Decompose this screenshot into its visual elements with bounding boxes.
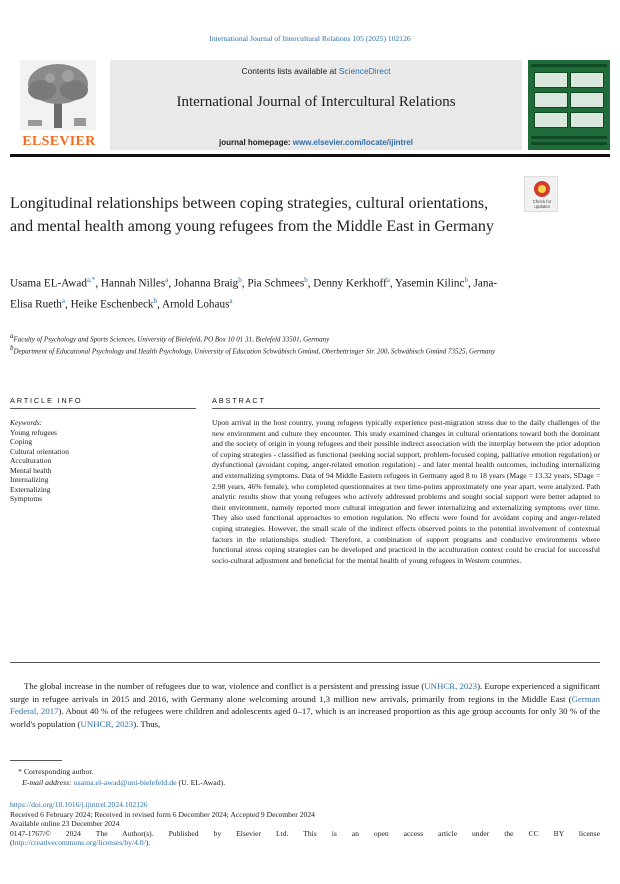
corresponding-author-note: * Corresponding author. <box>18 767 94 776</box>
journal-homepage <box>110 138 522 147</box>
author-separator: , <box>168 277 174 290</box>
author-name[interactable]: Yasemin Kilinc <box>395 277 465 290</box>
affiliation-item <box>10 332 530 344</box>
email-link[interactable]: usama.el-awad@uni-bielefeld.de <box>73 778 177 787</box>
affiliation-mark: a <box>10 332 14 340</box>
elsevier-tree-icon <box>20 60 96 130</box>
keyword-item: Symptoms <box>10 494 43 503</box>
keyword-list <box>10 428 190 504</box>
author-affiliation-mark[interactable]: a <box>165 276 169 284</box>
author-name[interactable]: Arnold Lohaus <box>162 298 230 311</box>
sciencedirect-link[interactable]: ScienceDirect <box>338 66 391 76</box>
keyword-item: Coping <box>10 437 33 446</box>
article-title: Longitudinal relationships between coping strategies, cultural orientations, and mental health among young refugees from the Middle East in Germany <box>10 195 494 235</box>
author-affiliation-mark[interactable]: b <box>464 276 468 284</box>
email-label: E-mail address: <box>22 778 74 787</box>
crossmark-icon <box>534 181 550 197</box>
intro-text: ). Europe experienced a significant surge in refugee arrivals in 2015 and 2016, with Germany alone welcoming around 1,3 million new arrivals, primarily from regions in the Middle East ( <box>10 681 600 704</box>
license-url-line: (http://creativecommons.org/licenses/by/4.0/). <box>10 838 151 848</box>
affiliation-mark: b <box>10 344 14 353</box>
homepage-link[interactable]: www.elsevier.com/locate/ijintrel <box>292 138 413 147</box>
keyword-item: Young refugees <box>10 427 57 437</box>
email-footnote <box>22 777 225 788</box>
author-name[interactable]: Pia Schmees <box>247 277 305 290</box>
article-metadata <box>10 800 600 848</box>
license-statement: 0147-1767/© 2024 The Author(s). Published by Elsevier Ltd. This is an open access article under the CC BY license <box>10 828 600 838</box>
publisher-wordmark: ELSEVIER <box>22 134 96 149</box>
author-separator: , <box>389 277 396 290</box>
author-separator: , <box>307 277 314 290</box>
keyword-item: Internalizing <box>10 475 49 484</box>
contents-prefix: Contents lists available at <box>241 66 339 76</box>
author-name[interactable]: Jana-Elisa Rueth <box>10 277 498 311</box>
keyword-item: Cultural orientation <box>10 446 69 456</box>
affiliation-text: Department of Educational Psychology and Health Psychology, University of Education Schwäbisch Gmünd, Oberbettringer Str. 200, Schwäbisch Gmünd 73525, Germany <box>13 347 496 356</box>
homepage-prefix: journal homepage: <box>219 138 293 147</box>
received-dates: Received 6 February 2024; Received in revised form 6 December 2024; Accepted 9 December 2024 <box>10 809 315 819</box>
keyword-item: Acculturation <box>10 456 52 465</box>
abstract-heading: ABSTRACT <box>212 396 266 405</box>
abstract-divider <box>212 408 600 409</box>
author-affiliation-mark[interactable]: b <box>153 296 158 305</box>
article-info-heading: ARTICLE INFO <box>10 396 83 405</box>
author-affiliation-mark[interactable]: a,* <box>86 276 96 284</box>
keyword-item: Mental health <box>10 465 52 475</box>
keywords-label: Keywords: <box>10 418 43 427</box>
license-close: ). <box>145 838 151 848</box>
author-name[interactable]: Heike Eschenbeck <box>70 298 154 311</box>
author-name[interactable]: Hannah Nilles <box>100 277 166 290</box>
keywords-block <box>10 418 190 504</box>
check-for-updates-label: Check for updates <box>532 199 552 209</box>
keyword-item: Externalizing <box>10 484 51 494</box>
doi-link[interactable]: https://doi.org/10.1016/j.ijintrel.2024.102126 <box>10 800 148 809</box>
journal-header <box>10 58 612 152</box>
abstract-text: Upon arrival in the host country, young refugees typically experience post-migration stress due to the daily challenges of the new environment and culture they encounter. This study examined changes in cultural orientations toward both the dominant and the society of origin in young refugees and their possible indirect association with the interplay between the prior adoption of coping strategies - classified as functional (seeking social support, problem-focused coping, palliative emotion regulation) or dysfunctional (avoidant coping, anger-related emotion regulation) - and later mental health outcomes, including internalizing and externalizing symptoms. Data of 94 Middle Eastern refugees in Germany aged 8 to 18 years (Mage = 13.32 years, SDage = 2.98 years, 46% female), who completed questionnaires at two time-points approximately one year apart, were analyzed. Path analytic results show that young refugees who actively addressed problems and sought social support were better adapted to their environment, namely reported more cultural integration and fewer internalizing and externalizing symptoms over time. They also used functional approaches to emotion regulation. No effects were found for avoidant coping and anger-related coping strategies. However, the small scale of the indirect effects observed points to the potential involvement of contextual factors in the relationships studied. Therefore, a combination of support programs and conducive environments where functional stress coping strategies can be developed and practiced in the acculturation context could be crucial for successful socio-cultural adjustment and beneficial for the mental health of young refugees in Western countries. <box>212 418 600 565</box>
abstract-bottom-divider <box>10 662 600 663</box>
header-divider <box>10 154 610 157</box>
article-info-divider <box>10 408 196 409</box>
contents-availability <box>110 66 522 76</box>
author-separator: , <box>65 298 71 311</box>
elsevier-logo[interactable] <box>10 60 108 152</box>
author-name[interactable]: Usama EL-Awad <box>10 277 87 290</box>
masthead <box>110 60 522 150</box>
affiliation-text: Faculty of Psychology and Sports Sciences, University of Bielefeld, PO Box 10 01 31, Bielefeld 33501, Germany <box>13 335 330 344</box>
email-suffix: (U. EL-Awad). <box>176 778 226 787</box>
author-affiliation-mark[interactable]: a <box>229 296 233 305</box>
intro-text: ). About 40 % of the refugees were children and adolescents aged 0–17, which is an increased proportion as this age group accounts for only 30 % of the world's population ( <box>10 706 600 729</box>
available-online: Available online 23 December 2024 <box>10 819 120 829</box>
author-name[interactable]: Johanna Braig <box>173 277 239 290</box>
journal-reference[interactable]: International Journal of Intercultural Relations 105 (2025) 102126 <box>209 34 411 43</box>
check-for-updates-button[interactable] <box>524 176 558 212</box>
affiliations <box>10 332 530 357</box>
author-name[interactable]: Denny Kerkhoff <box>313 277 387 290</box>
footnote-divider <box>10 760 62 761</box>
author-separator: , <box>467 277 474 290</box>
author-separator: , <box>95 277 101 290</box>
author-affiliation-mark[interactable]: a <box>386 276 390 284</box>
author-affiliation-mark[interactable]: a <box>61 296 65 305</box>
intro-text: The global increase in the number of refugees due to war, violence and conflict is a persistent and pressing issue ( <box>24 681 425 691</box>
introduction-paragraph <box>10 680 600 730</box>
journal-title: International Journal of Intercultural Relations <box>176 94 456 110</box>
intro-text: ). Thus, <box>133 718 161 729</box>
author-separator: , <box>241 277 248 290</box>
license-link[interactable]: http://creativecommons.org/licenses/by/4.0/ <box>12 838 146 848</box>
author-affiliation-mark[interactable]: b <box>304 276 308 284</box>
affiliation-item <box>10 344 530 356</box>
citation-link[interactable]: UNHCR, 2023 <box>424 681 478 691</box>
citation-link[interactable]: UNHCR, 2023 <box>80 718 134 729</box>
citation-link[interactable]: German Federal, 2017 <box>10 693 600 717</box>
author-list <box>10 272 510 313</box>
journal-cover-image[interactable] <box>528 60 610 150</box>
author-separator: , <box>157 298 163 311</box>
author-affiliation-mark[interactable]: b <box>238 276 242 284</box>
